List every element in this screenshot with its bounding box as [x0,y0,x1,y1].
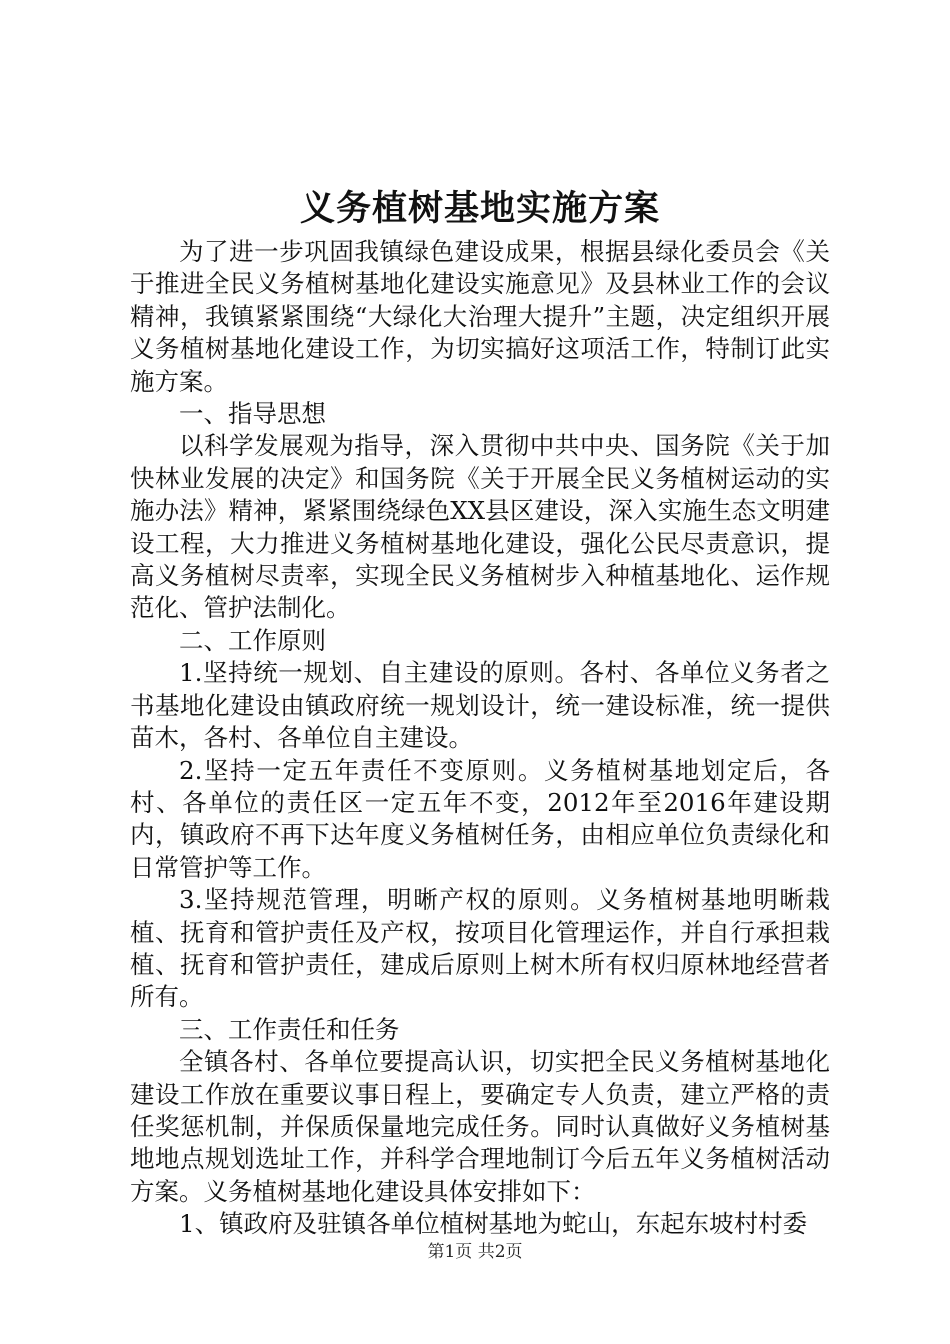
paragraph: 3.坚持规范管理，明晰产权的原则。义务植树基地明晰栽植、抚育和管护责任及产权，按项目化管理运作，并自行承担栽植、抚育和管护责任，建成后原则上树木所有权归原林地经营者所有。 [130,885,830,1012]
paragraph: 1.坚持统一规划、自主建设的原则。各村、各单位义务者之书基地化建设由镇政府统一规划设计，统一建设标准，统一提供苗木，各村、各单位自主建设。 [130,658,830,753]
paragraph: 以科学发展观为指导，深入贯彻中共中央、国务院《关于加快林业发展的决定》和国务院《关于开展全民义务植树运动的实施办法》精神，紧紧围绕绿色XX县区建设，深入实施生态文明建设工程，大力推进义务植树基地化建设，强化公民尽责意识，提高义务植树尽责率，实现全民义务植树步入种植基地化、运作规范化、管护法制化。 [130,431,830,623]
section-heading: 一、指导思想 [179,399,326,429]
paragraph: 1、镇政府及驻镇各单位植树基地为蛇山，东起东坡村村委 [179,1209,808,1239]
section-heading: 三、工作责任和任务 [179,1014,400,1044]
paragraph: 为了进一步巩固我镇绿色建设成果，根据县绿化委员会《关于推进全民义务植树基地化建设实施意见》及县林业工作的会议精神，我镇紧紧围绕“大绿化大治理大提升”主题，决定组织开展义务植树基地化建设工作，为切实搞好这项活工作，特制订此实施方案。 [130,237,830,396]
paragraph: 2.坚持一定五年责任不变原则。义务植树基地划定后，各村、各单位的责任区一定五年不变，2012年至2016年建设期内，镇政府不再下达年度义务植树任务，由相应单位负责绿化和日常管护等工作。 [130,755,830,882]
section-heading: 二、工作原则 [179,625,326,655]
document-title: 义务植树基地实施方案 [299,188,660,229]
paragraph: 全镇各村、各单位要提高认识，切实把全民义务植树基地化建设工作放在重要议事日程上，要确定专人负责，建立严格的责任奖惩机制，并保质保量地完成任务。同时认真做好义务植树基地地点规划选址工作，并科学合理地制订今后五年义务植树活动方案。义务植树基地化建设具体安排如下： [130,1047,830,1206]
page-footer: 第1页 共2页 [427,1242,523,1262]
document-body [130,186,830,1241]
